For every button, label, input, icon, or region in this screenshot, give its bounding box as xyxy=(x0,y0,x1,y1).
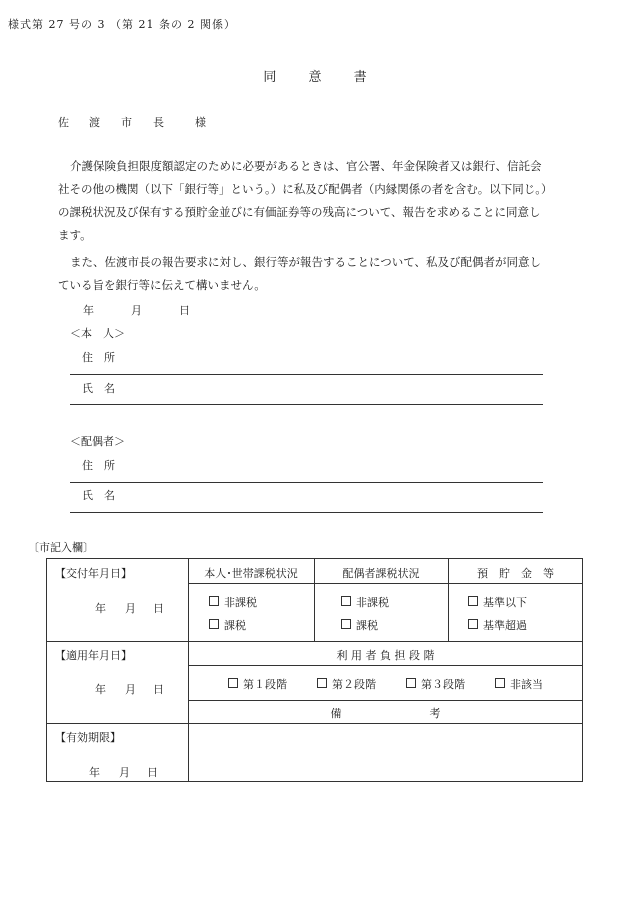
savings-below-standard-option[interactable] xyxy=(468,594,527,610)
burden-stage-header: 利 用 者 負 担 段 階 xyxy=(336,649,435,662)
stage-2-option[interactable] xyxy=(317,676,376,692)
addressee-char: 渡 xyxy=(89,116,100,129)
option-label: 課税 xyxy=(356,619,378,632)
checkbox-icon[interactable] xyxy=(317,678,327,688)
option-label: 非該当 xyxy=(510,678,543,691)
stage-3-option[interactable] xyxy=(406,676,465,692)
spouse-taxable-option[interactable] xyxy=(341,617,378,633)
issue-date-label: 【交付年月日】 xyxy=(55,567,132,580)
validity-day: 日 xyxy=(147,766,158,779)
issue-date-month: 月 xyxy=(125,602,136,615)
self-name-line[interactable] xyxy=(70,404,543,405)
header-spouse-tax-status: 配偶者課税状況 xyxy=(342,567,420,580)
header-self-tax-status: 本人･世帯課税状況 xyxy=(204,567,298,580)
addressee xyxy=(58,114,206,130)
table-divider xyxy=(188,583,583,584)
spouse-name-line[interactable] xyxy=(70,512,543,513)
self-taxable-option[interactable] xyxy=(209,617,246,633)
option-label: 非課税 xyxy=(356,596,389,609)
addressee-char: 市 xyxy=(121,116,132,129)
spouse-address-label: 住 所 xyxy=(82,459,115,472)
apply-date-day: 日 xyxy=(153,683,164,696)
addressee-char: 長 xyxy=(153,116,164,129)
option-label: 非課税 xyxy=(224,596,257,609)
spouse-section-heading: ＜配偶者＞ xyxy=(70,435,125,448)
paragraph-line: 介護保険負担限度額認定のために必要があるときは、官公署、年金保険者又は銀行、信託会 xyxy=(70,159,542,173)
self-address-line[interactable] xyxy=(70,374,543,375)
spouse-non-taxable-option[interactable] xyxy=(341,594,389,610)
savings-above-standard-option[interactable] xyxy=(468,617,527,633)
issue-date-day: 日 xyxy=(153,602,164,615)
checkbox-icon[interactable] xyxy=(495,678,505,688)
apply-date-label: 【適用年月日】 xyxy=(55,649,132,662)
signature-date xyxy=(83,302,190,318)
table-divider xyxy=(188,559,189,782)
self-non-taxable-option[interactable] xyxy=(209,594,257,610)
paragraph-line: また、佐渡市長の報告要求に対し、銀行等が報告することについて、私及び配偶者が同意し xyxy=(70,255,542,269)
option-label: 第１段階 xyxy=(243,678,287,691)
header-savings: 預 貯 金 等 xyxy=(477,567,554,580)
checkbox-icon[interactable] xyxy=(341,596,351,606)
checkbox-icon[interactable] xyxy=(228,678,238,688)
table-divider xyxy=(188,665,583,666)
option-label: 第３段階 xyxy=(421,678,465,691)
not-applicable-option[interactable] xyxy=(495,676,543,692)
table-divider xyxy=(47,723,583,724)
option-label: 課税 xyxy=(224,619,246,632)
apply-date-month: 月 xyxy=(125,683,136,696)
checkbox-icon[interactable] xyxy=(406,678,416,688)
checkbox-icon[interactable] xyxy=(468,596,478,606)
city-memo-label: 〔市記入欄〕 xyxy=(28,541,94,554)
paragraph-line: 社その他の機関（以下「銀行等」という。）に私及び配偶者（内縁関係の者を含む。以下同じ。） xyxy=(58,182,553,196)
issue-date-year: 年 xyxy=(95,602,106,615)
city-memo-table xyxy=(46,558,583,782)
paragraph-line: ます。 xyxy=(58,228,92,242)
consent-paragraph-1 xyxy=(58,155,582,247)
document-title: 同 意 書 xyxy=(263,70,381,85)
form-number: 様式第 27 号の 3 （第 21 条の 2 関係） xyxy=(8,18,236,31)
self-address-label: 住 所 xyxy=(82,351,115,364)
self-name-label: 氏 名 xyxy=(82,382,115,395)
paragraph-line: ている旨を銀行等に伝えて構いません。 xyxy=(58,278,266,292)
date-year-label: 年 xyxy=(83,304,94,317)
spouse-address-line[interactable] xyxy=(70,482,543,483)
consent-paragraph-2 xyxy=(58,251,582,297)
remarks-header: 備 考 xyxy=(330,707,441,720)
option-label: 第２段階 xyxy=(332,678,376,691)
checkbox-icon[interactable] xyxy=(209,596,219,606)
addressee-honorific: 様 xyxy=(195,116,206,129)
date-month-label: 月 xyxy=(131,304,142,317)
addressee-char: 佐 xyxy=(58,116,69,129)
validity-remarks-field[interactable] xyxy=(197,729,575,775)
spouse-name-label: 氏 名 xyxy=(82,489,115,502)
validity-label: 【有効期限】 xyxy=(55,731,121,744)
checkbox-icon[interactable] xyxy=(468,619,478,629)
apply-date-year: 年 xyxy=(95,683,106,696)
stage-1-option[interactable] xyxy=(228,676,287,692)
self-section-heading: ＜本 人＞ xyxy=(70,327,125,340)
validity-month: 月 xyxy=(119,766,130,779)
option-label: 基準超過 xyxy=(483,619,527,632)
option-label: 基準以下 xyxy=(483,596,527,609)
paragraph-line: の課税状況及び保有する預貯金並びに有価証券等の残高について、報告を求めることに同意し xyxy=(58,205,541,219)
table-divider xyxy=(188,700,583,701)
checkbox-icon[interactable] xyxy=(209,619,219,629)
validity-year: 年 xyxy=(89,766,100,779)
checkbox-icon[interactable] xyxy=(341,619,351,629)
date-day-label: 日 xyxy=(179,304,190,317)
table-divider xyxy=(47,641,583,642)
